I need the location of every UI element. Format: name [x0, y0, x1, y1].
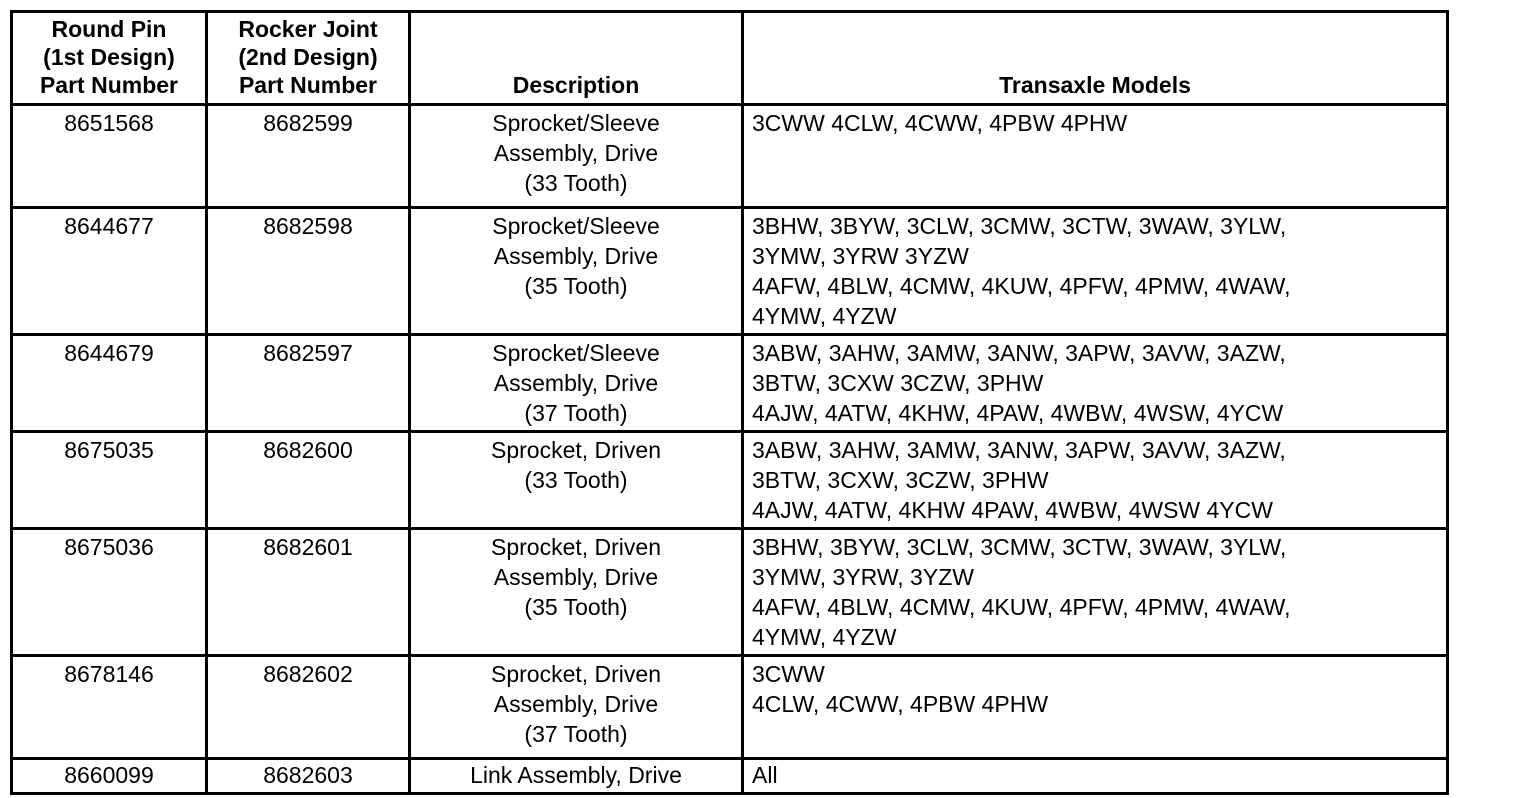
- table-row: [12, 432, 1448, 529]
- table-row: [12, 656, 1448, 759]
- rocker-joint-cell: 8682601: [207, 529, 410, 656]
- description-cell: Sprocket/Sleeve Assembly, Drive (33 Tooth): [410, 105, 743, 208]
- models-cell: All: [743, 759, 1448, 794]
- models-cell: 3ABW, 3AHW, 3AMW, 3ANW, 3APW, 3AVW, 3AZW, 3BTW, 3CXW 3CZW, 3PHW 4AJW, 4ATW, 4KHW, 4PAW, 4WBW, 4WSW, 4YCW: [743, 335, 1448, 432]
- description-cell: Sprocket, Driven (33 Tooth): [410, 432, 743, 529]
- header-description: Description: [410, 12, 743, 105]
- description-cell: Sprocket/Sleeve Assembly, Drive (35 Tooth): [410, 208, 743, 335]
- round-pin-cell: 8651568: [12, 105, 207, 208]
- rocker-joint-cell: 8682599: [207, 105, 410, 208]
- header-transaxle-models: Transaxle Models: [743, 12, 1448, 105]
- rocker-joint-cell: 8682602: [207, 656, 410, 759]
- models-cell: 3BHW, 3BYW, 3CLW, 3CMW, 3CTW, 3WAW, 3YLW, 3YMW, 3YRW 3YZW 4AFW, 4BLW, 4CMW, 4KUW, 4PFW, 4PMW, 4WAW, 4YMW, 4YZW: [743, 208, 1448, 335]
- round-pin-cell: 8675035: [12, 432, 207, 529]
- description-cell: Sprocket/Sleeve Assembly, Drive (37 Tooth): [410, 335, 743, 432]
- models-cell: 3CWW 4CLW, 4CWW, 4PBW 4PHW: [743, 656, 1448, 759]
- description-cell: Sprocket, Driven Assembly, Drive (37 Tooth): [410, 656, 743, 759]
- table-row: [12, 208, 1448, 335]
- round-pin-cell: 8678146: [12, 656, 207, 759]
- description-cell: Sprocket, Driven Assembly, Drive (35 Tooth): [410, 529, 743, 656]
- models-cell: 3ABW, 3AHW, 3AMW, 3ANW, 3APW, 3AVW, 3AZW, 3BTW, 3CXW, 3CZW, 3PHW 4AJW, 4ATW, 4KHW 4PAW, 4WBW, 4WSW 4YCW: [743, 432, 1448, 529]
- round-pin-cell: 8644679: [12, 335, 207, 432]
- models-cell: 3CWW 4CLW, 4CWW, 4PBW 4PHW: [743, 105, 1448, 208]
- rocker-joint-cell: 8682603: [207, 759, 410, 794]
- table-row: [12, 529, 1448, 656]
- round-pin-cell: 8675036: [12, 529, 207, 656]
- models-cell: 3BHW, 3BYW, 3CLW, 3CMW, 3CTW, 3WAW, 3YLW, 3YMW, 3YRW, 3YZW 4AFW, 4BLW, 4CMW, 4KUW, 4PFW, 4PMW, 4WAW, 4YMW, 4YZW: [743, 529, 1448, 656]
- rocker-joint-cell: 8682600: [207, 432, 410, 529]
- table-row: [12, 105, 1448, 208]
- header-round-pin: Round Pin (1st Design) Part Number: [12, 12, 207, 105]
- round-pin-cell: 8644677: [12, 208, 207, 335]
- header-rocker-joint: Rocker Joint (2nd Design) Part Number: [207, 12, 410, 105]
- description-cell: Link Assembly, Drive: [410, 759, 743, 794]
- round-pin-cell: 8660099: [12, 759, 207, 794]
- table-row: [12, 759, 1448, 794]
- rocker-joint-cell: 8682597: [207, 335, 410, 432]
- parts-table: [10, 10, 1449, 795]
- table-row: [12, 335, 1448, 432]
- header-row: [12, 12, 1448, 105]
- rocker-joint-cell: 8682598: [207, 208, 410, 335]
